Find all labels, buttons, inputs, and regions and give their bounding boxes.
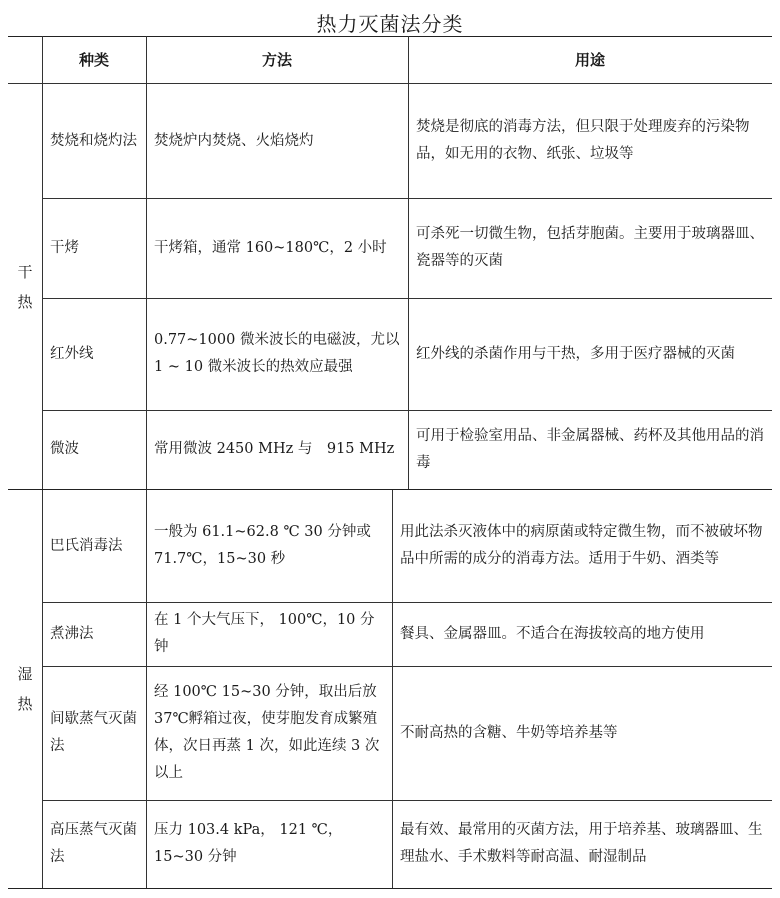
table-row-4-method: 常用微波 2450 MHz 与 915 MHz bbox=[154, 441, 395, 457]
table-row-8-use: 最有效、最常用的灭菌方法，用于培养基、玻璃器皿、生理盐水、手术敷料等耐高温、耐湿制品 bbox=[400, 822, 763, 865]
grid-line-h-row2 bbox=[42, 298, 772, 299]
table-row-1-kind: 焚烧和烧灼法 bbox=[50, 132, 137, 149]
grid-line-h-section bbox=[8, 489, 772, 490]
category-wet-heat bbox=[8, 490, 42, 888]
table-bottom-rule bbox=[8, 888, 772, 889]
table-row-6-method: 在 1 个大气压下， 100℃，10 分钟 bbox=[154, 612, 375, 655]
grid-line-h-header bbox=[8, 83, 772, 84]
table-top-rule bbox=[8, 36, 772, 37]
table-row-1-method: 焚烧炉内焚烧、火焰烧灼 bbox=[154, 132, 314, 149]
table-row-4-use: 可用于检验室用品、非金属器械、药杯及其他用品的消毒 bbox=[416, 427, 764, 471]
table-row-4-kind: 微波 bbox=[50, 441, 79, 457]
category-dry-label: 干热 bbox=[17, 262, 33, 311]
table-row-7-method: 经 100℃ 15~30 分钟，取出后放 37℃孵箱过夜，使芽胞发育成繁殖体，次日再蒸 1 次，如此连续 3 次以上 bbox=[154, 684, 380, 781]
table-row-2-method: 干烤箱，通常 160~180℃，2 小时 bbox=[154, 239, 387, 256]
grid-line-v-use-wet bbox=[392, 490, 393, 888]
grid-line-h-row7 bbox=[42, 800, 772, 801]
header-use: 用途 bbox=[574, 50, 605, 69]
grid-line-h-row5 bbox=[42, 602, 772, 603]
header-method: 方法 bbox=[261, 50, 292, 69]
table-row-6-kind: 煮沸法 bbox=[50, 625, 94, 642]
grid-line-h-row6 bbox=[42, 666, 772, 667]
grid-line-v-kind bbox=[42, 36, 43, 888]
table-row-5-use: 用此法杀灭液体中的病原菌或特定微生物，而不被破坏物品中所需的成分的消毒方法。适用于牛奶、酒类等 bbox=[400, 524, 763, 567]
grid-line-h-row1 bbox=[42, 198, 772, 199]
category-dry-heat bbox=[8, 84, 42, 489]
table-row-5-method: 一般为 61.1~62.8 ℃ 30 分钟或 71.7℃，15~30 秒 bbox=[154, 524, 371, 567]
header-kind: 种类 bbox=[78, 50, 109, 69]
table-row-1-use: 焚烧是彻底的消毒方法，但只限于处理废弃的污染物品，如无用的衣物、纸张、垃圾等 bbox=[416, 119, 750, 162]
grid-line-h-row3 bbox=[42, 410, 772, 411]
table-row-2-kind: 干烤 bbox=[50, 239, 79, 256]
table-row-2-use: 可杀死一切微生物，包括芽胞菌。主要用于玻璃器皿、瓷器等的灭菌 bbox=[416, 226, 764, 269]
table-row-5-kind: 巴氏消毒法 bbox=[50, 537, 123, 554]
table-row-3-method: 0.77~1000 微米波长的电磁波，尤以 1 ~ 10 微米波长的热效应最强 bbox=[154, 332, 400, 375]
table-row-3-use: 红外线的杀菌作用与干热，多用于医疗器械的灭菌 bbox=[416, 345, 735, 362]
table-row-3-kind: 红外线 bbox=[50, 345, 94, 362]
grid-line-v-use-dry bbox=[408, 36, 409, 490]
category-wet-label: 湿热 bbox=[17, 665, 33, 713]
table-row-7-use: 不耐高热的含糖、牛奶等培养基等 bbox=[400, 724, 618, 741]
grid-line-v-method bbox=[146, 36, 147, 888]
table-row-7-kind: 间歇蒸气灭菌法 bbox=[50, 711, 137, 754]
table-row-6-use: 餐具、金属器皿。不适合在海拔较高的地方使用 bbox=[400, 625, 705, 642]
table-title: 热力灭菌法分类 bbox=[316, 12, 464, 36]
table-row-8-method: 压力 103.4 kPa， 121 ℃，15~30 分钟 bbox=[154, 822, 343, 865]
table-row-8-kind: 高压蒸气灭菌法 bbox=[50, 822, 137, 865]
